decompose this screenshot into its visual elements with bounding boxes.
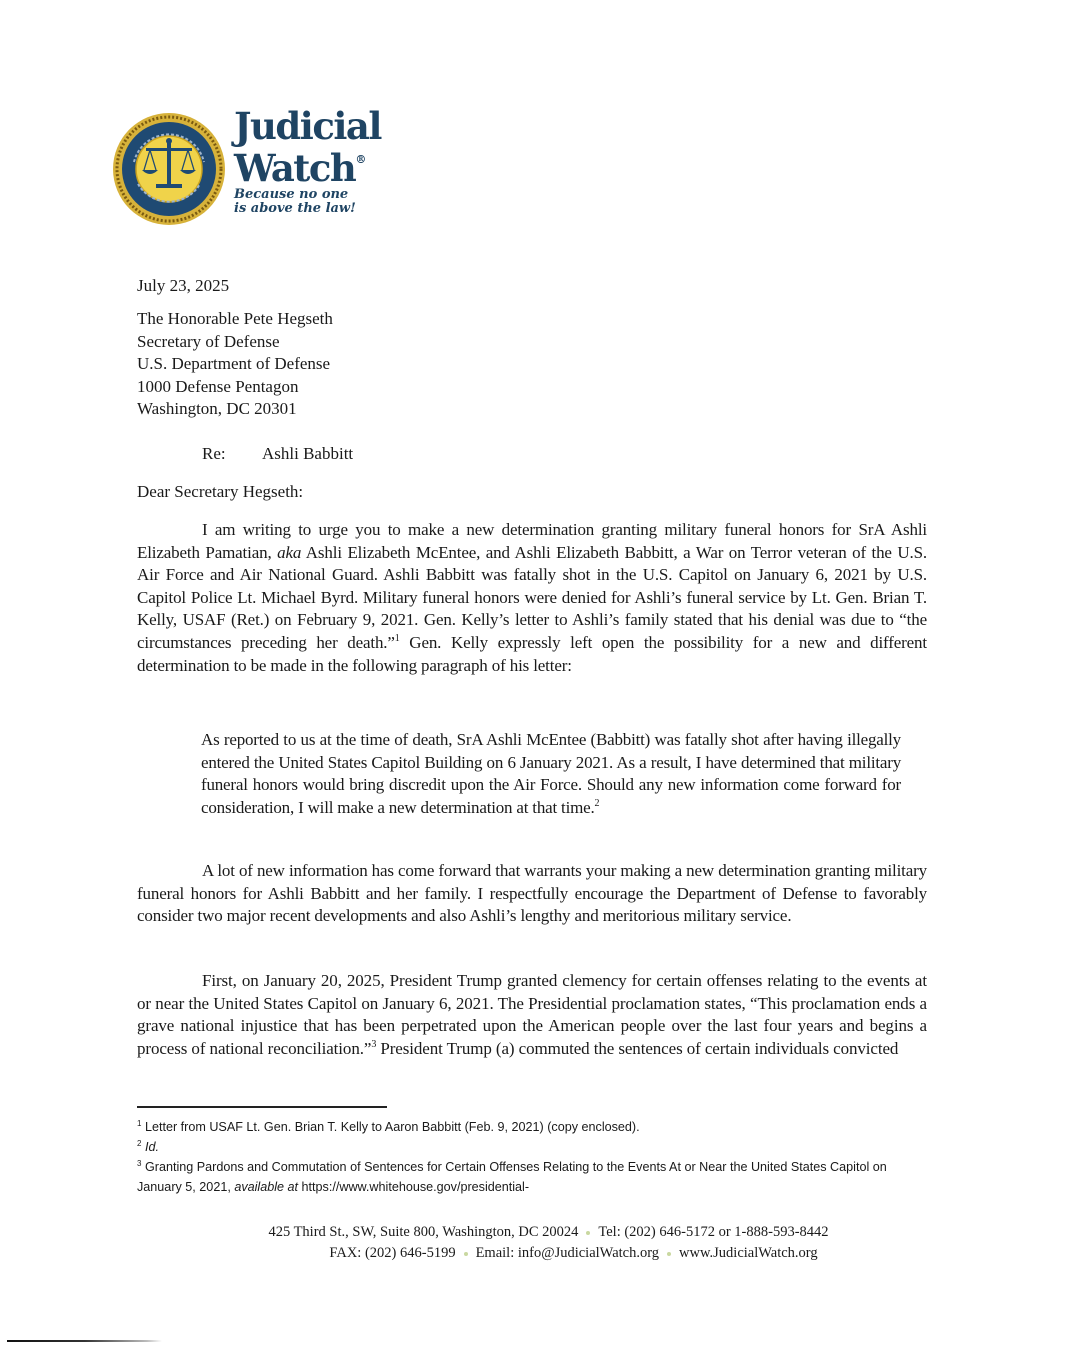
- footnote-2-number: 2: [137, 1139, 142, 1148]
- recipient-department: U.S. Department of Defense: [137, 354, 331, 374]
- p1-text-c: Gen. Kelly expressly left open the possibility for a new and different determination to be made in the following paragraph of his letter:: [137, 632, 927, 675]
- registered-mark: ®: [355, 153, 367, 166]
- footnote-1: [137, 1117, 927, 1137]
- tagline-line1: Because no one: [234, 187, 349, 202]
- recipient-name: The Honorable Pete Hegseth: [137, 309, 333, 328]
- p3-text-b: President Trump (a) commuted the sentences of certain individuals convicted: [376, 1038, 899, 1058]
- re-label: Re:: [202, 444, 226, 463]
- footer-address: 425 Third St., SW, Suite 800, Washington, DC 20024: [268, 1224, 579, 1240]
- scan-artifact-line: [7, 1340, 162, 1342]
- letterhead-footer: [0, 1222, 1087, 1264]
- tagline-line2: is above the law!: [234, 201, 356, 216]
- footnote-3: [137, 1157, 927, 1197]
- p1-text-a: I am writing to urge you to make a new determination granting military funeral honors for SrA Ashli Elizabeth Pamatian,: [137, 520, 927, 562]
- block-quote: [201, 729, 901, 819]
- re-subject: Ashli Babbitt: [262, 444, 354, 463]
- footer-fax: FAX: (202) 646-5199: [329, 1245, 456, 1261]
- brand-wordmark: [234, 104, 381, 216]
- footer-tel: Tel: (202) 646-5172 or 1-888-593-8442: [598, 1224, 829, 1240]
- p1-text-b: Ashli Elizabeth McEntee, and Ashli Elizabeth Babbitt, a War on Terror veteran of the U.S. Air Force and Air National Guard. Ashli Babbitt was fatally shot in the U.S. Capitol on January 6, 2021 by U.S. Capitol Police Lt. Michael Byrd. Military funeral honors were denied for Ashli’s funeral service by Lt. Gen. Brian T. Kelly, USAF (Ret.) on February 9, 2021. Gen. Kelly’s letter to Ashli’s family stated that his denial was due to “the circumstances preceding her death.”: [137, 542, 927, 652]
- recipient-title: Secretary of Defense: [137, 331, 280, 351]
- footer-website[interactable]: www.JudicialWatch.org: [679, 1245, 818, 1261]
- footnote-2: [137, 1137, 927, 1157]
- subject-line: [202, 443, 353, 466]
- footnote-ref-1[interactable]: 1: [394, 632, 400, 644]
- body-paragraph-3: [137, 970, 927, 1060]
- separator-dot-icon: [586, 1231, 590, 1235]
- footnote-3-number: 3: [137, 1159, 142, 1168]
- footnote-3-available-at: available at: [234, 1180, 299, 1194]
- footnote-3-link[interactable]: https://www.whitehouse.gov/presidential-: [298, 1180, 530, 1194]
- footnotes: [137, 1117, 927, 1197]
- footnote-1-number: 1: [137, 1119, 142, 1128]
- footnote-divider: [137, 1106, 387, 1108]
- footnote-2-text: Id.: [144, 1140, 159, 1154]
- recipient-city: Washington, DC 20301: [137, 399, 297, 419]
- footnote-ref-3[interactable]: 3: [371, 1038, 377, 1050]
- footnote-ref-2[interactable]: 2: [594, 797, 600, 809]
- quote-text: As reported to us at the time of death, SrA Ashli McEntee (Babbitt) was fatally shot after having illegally entered the United States Capitol Building on 6 January 2021. As a result, I have determined that military funeral honors would bring discredit upon the Air Force. Should any new information come forward for consideration, I will make a new determination at that time.: [201, 730, 901, 817]
- letter-date: July 23, 2025: [137, 276, 230, 295]
- footnote-3-text: Granting Pardons and Commutation of Sentences for Certain Offenses Relating to the Events At or Near the United States Capitol on January 5, 2021,: [137, 1160, 887, 1194]
- footer-email[interactable]: Email: info@JudicialWatch.org: [475, 1245, 660, 1261]
- p1-aka: aka: [277, 542, 302, 562]
- recipient-street: 1000 Defense Pentagon: [137, 376, 299, 396]
- recipient-address: [137, 308, 333, 421]
- p3-text-a: First, on January 20, 2025, President Trump granted clemency for certain offenses relating to the events at or near the United States Capitol on January 6, 2021. The Presidential proclamation states, “This proclamation ends a grave national injustice that has been perpetrated upon the American people over the last four years and begins a process of national reconciliation.”: [137, 971, 927, 1058]
- separator-dot-icon: [464, 1252, 468, 1256]
- judicial-watch-seal-icon: [112, 112, 226, 226]
- separator-dot-icon: [667, 1252, 671, 1256]
- body-paragraph-1: [137, 519, 927, 677]
- body-paragraph-2: A lot of new information has come forward that warrants your making a new determination granting military funeral honors for Ashli Babbitt and her family. I respectfully encourage the Department of Defense to favorably consider two major recent developments and also Ashli’s lengthy and meritorious military service.: [137, 861, 927, 926]
- brand-name-line2: Watch: [234, 146, 356, 190]
- brand-name-line1: Judicial: [234, 104, 381, 148]
- footnote-1-text: Letter from USAF Lt. Gen. Brian T. Kelly to Aaron Babbitt (Feb. 9, 2021) (copy enclosed).: [144, 1120, 640, 1134]
- letterhead: [112, 104, 392, 220]
- salutation: Dear Secretary Hegseth:: [137, 482, 304, 501]
